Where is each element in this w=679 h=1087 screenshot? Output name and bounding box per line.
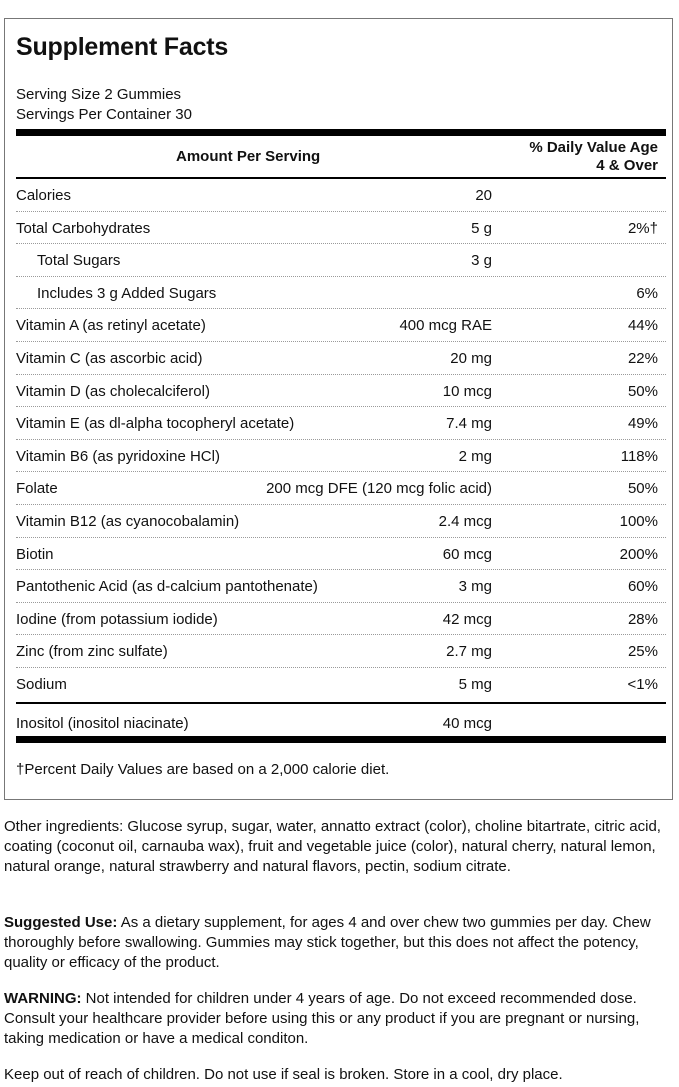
nutrient-dv: 49% [627,415,658,433]
nutrient-row [16,635,666,668]
inositol-row [16,708,666,738]
nutrient-amount: 20 [475,187,492,204]
nutrient-amount: 3 g [471,252,492,270]
nutrient-dv: 25% [627,643,658,661]
nutrient-row [16,538,666,571]
inositol-amount: 40 mcg [442,715,492,732]
suggested-use-text: As a dietary supplement, for ages 4 and over chew two gummies per day. Chew thoroughly before swallowing. Gummies may stick together, but this does not affect the potency, quality or efficacy of the product. [4,914,651,971]
inositol-divider [16,702,666,704]
nutrient-row [16,375,666,408]
nutrient-dv: 200% [619,545,658,563]
nutrient-amount: 3 mg [458,578,492,596]
nutrient-name: Calories [16,187,72,204]
nutrient-name: Iodine (from potassium iodide) [16,610,218,628]
nutrient-name: Biotin [16,545,54,563]
nutrient-row [16,277,666,310]
nutrient-amount: 20 mg [450,349,492,367]
nutrient-name: Zinc (from zinc sulfate) [16,643,168,661]
amount-header: Amount Per Serving [176,148,321,165]
nutrient-dv: 100% [619,512,658,530]
nutrient-amount: 10 mcg [442,382,492,400]
nutrient-dv: 50% [627,480,658,498]
nutrient-row [16,309,666,342]
servings-per-container: Servings Per Container 30 [16,106,192,123]
nutrient-name: Folate [16,480,58,498]
nutrient-row [16,505,666,538]
nutrient-name: Vitamin D (as cholecalciferol) [16,382,210,400]
nutrient-name: Sodium [16,675,67,693]
daily-value-header [529,139,658,175]
nutrient-name: Vitamin A (as retinyl acetate) [16,317,206,335]
nutrient-row [16,440,666,473]
nutrient-amount: 200 mcg DFE (120 mcg folic acid) [266,480,492,498]
nutrient-name: Vitamin B6 (as pyridoxine HCl) [16,447,220,465]
nutrient-dv: 22% [627,349,658,367]
nutrient-amount: 5 g [471,219,492,237]
nutrient-table [16,179,666,701]
nutrient-amount: 2.4 mcg [438,512,492,530]
nutrient-name: Total Sugars [37,252,121,270]
nutrient-row [16,244,666,277]
thick-divider-bottom [16,736,666,743]
nutrient-name: Vitamin E (as dl-alpha tocopheryl acetate) [16,415,295,433]
nutrient-dv: 2%† [627,219,658,237]
nutrient-row [16,570,666,603]
nutrient-name: Vitamin B12 (as cyanocobalamin) [16,512,240,530]
nutrient-amount: 400 mcg RAE [399,317,492,335]
nutrient-row [16,603,666,636]
daily-value-header-line2: 4 & Over [596,157,658,174]
nutrient-dv: 44% [627,317,658,335]
nutrient-dv: 60% [627,578,658,596]
nutrient-row [16,342,666,375]
nutrient-amount: 2 mg [458,447,492,465]
inositol-name: Inositol (inositol niacinate) [16,715,189,732]
suggested-use-label: Suggested Use: [4,914,118,931]
nutrient-row [16,668,666,701]
nutrient-dv: <1% [627,675,658,693]
daily-value-header-line1: % Daily Value Age [529,139,658,156]
nutrient-name: Pantothenic Acid (as d-calcium pantothenate) [16,578,318,596]
nutrient-name: Includes 3 g Added Sugars [37,284,217,302]
daily-value-footnote: †Percent Daily Values are based on a 2,000 calorie diet. [16,761,390,778]
nutrient-name: Total Carbohydrates [16,219,151,237]
nutrient-dv: 118% [620,447,658,465]
suggested-use [4,913,672,973]
thick-divider [16,129,666,136]
warning-label: WARNING: [4,990,82,1007]
nutrient-amount: 2.7 mg [446,643,492,661]
panel-title: Supplement Facts [16,33,229,61]
nutrient-name: Vitamin C (as ascorbic acid) [16,349,203,367]
storage-instructions: Keep out of reach of children. Do not use if seal is broken. Store in a cool, dry place. [4,1066,563,1083]
nutrient-row [16,472,666,505]
nutrient-dv: 50% [627,382,658,400]
supplement-facts-panel [4,18,673,800]
nutrient-amount: 42 mcg [442,610,492,628]
nutrient-amount: 5 mg [458,675,492,693]
warning-text: Not intended for children under 4 years of age. Do not exceed recommended dose. Consult your healthcare provider before using this or any product if you are pregnant or nursing, taking medication or have a medical conditon. [4,990,640,1047]
nutrient-amount: 7.4 mg [446,415,492,433]
nutrient-row [16,179,666,212]
nutrient-dv: 28% [627,610,658,628]
nutrient-dv: 6% [636,284,658,302]
other-ingredients: Other ingredients: Glucose syrup, sugar, water, annatto extract (color), choline bitartrate, citric acid, coating (coconut oil, carnauba wax), fruit and vegetable juice (color), natural cherry, natural lemon, natural orange, natural strawberry and natural flavors, pectin, sodium citrate. [4,818,661,875]
serving-size: Serving Size 2 Gummies [16,86,182,103]
nutrient-amount: 60 mcg [442,545,492,563]
warning [4,989,672,1049]
nutrient-row [16,212,666,245]
nutrient-row [16,407,666,440]
